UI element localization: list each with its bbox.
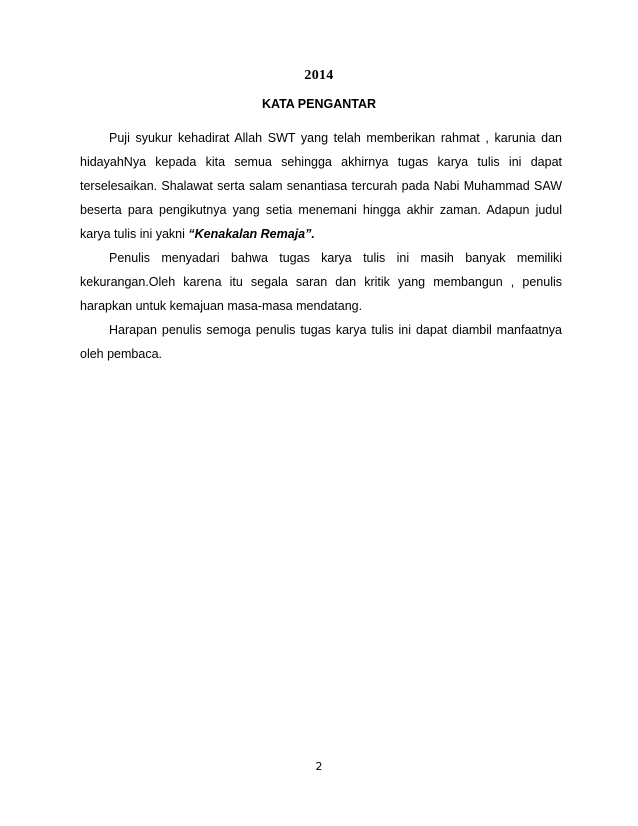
- document-body: [80, 126, 562, 366]
- paper-title: “Kenakalan Remaja”.: [188, 227, 315, 241]
- paragraph-3-text: Harapan penulis semoga penulis tugas karya tulis ini dapat diambil manfaatnya oleh pembaca.: [80, 323, 562, 361]
- document-year: 2014: [304, 68, 334, 83]
- paragraph-2-text: Penulis menyadari bahwa tugas karya tulis ini masih banyak memiliki kekurangan.Oleh karena itu segala saran dan kritik yang membangun , penulis harapkan untuk kemajuan masa-masa mendatang.: [80, 251, 562, 313]
- paragraph-2: [80, 246, 562, 318]
- paragraph-3: [80, 318, 562, 366]
- document-heading: KATA PENGANTAR: [261, 97, 377, 111]
- paragraph-1: [80, 126, 562, 246]
- paragraph-1-text: Puji syukur kehadirat Allah SWT yang telah memberikan rahmat , karunia dan hidayahNya kepada kita semua sehingga akhirnya tugas karya tulis ini dapat terselesaikan. Shalawat serta salam senantiasa tercurah pada Nabi Muhammad SAW beserta para pengikutnya yang setia menemani hingga akhir zaman. Adapun judul karya tulis ini yakni: [80, 131, 562, 241]
- page-number: 2: [315, 760, 323, 773]
